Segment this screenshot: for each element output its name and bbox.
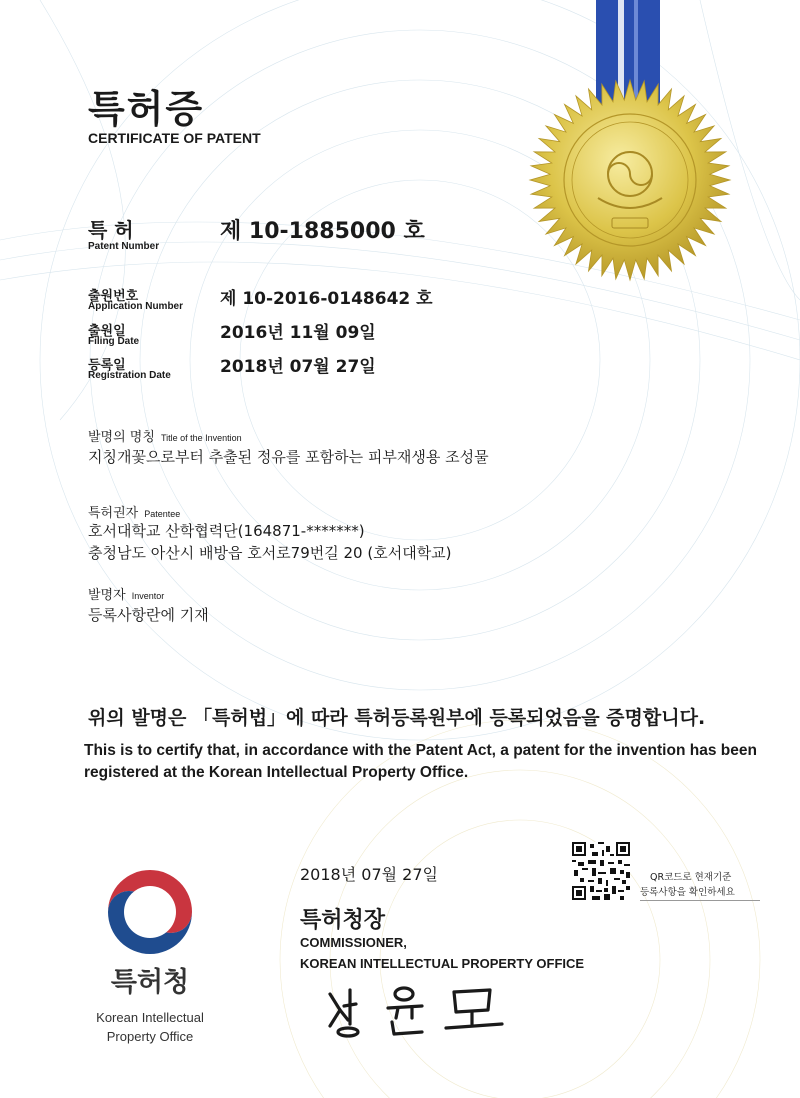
registration-date-label-en: Registration Date — [88, 370, 171, 381]
qr-note — [640, 870, 735, 900]
registration-date-label: 등록일 — [88, 358, 126, 373]
qr-code-icon[interactable] — [572, 842, 630, 900]
kipo-name-en-line2: Property Office — [106, 1029, 194, 1044]
inventor-value: 등록사항란에 기재 — [88, 606, 209, 624]
filing-date-label-en: Filing Date — [88, 336, 140, 347]
certification-statement-ko: 위의 발명은 「특허법」에 따라 특허등록원부에 등록되었음을 증명합니다. — [88, 707, 706, 729]
patentee-heading — [88, 502, 180, 521]
invention-title-label: 발명의 명칭 — [88, 430, 155, 445]
application-number-label-en: Application Number — [88, 301, 184, 312]
commissioner-title-en-line2: KOREAN INTELLECTUAL PROPERTY OFFICE — [300, 956, 585, 971]
patentee-label: 특허권자 — [88, 506, 139, 521]
kipo-taegeuk-logo-icon — [100, 862, 200, 962]
commissioner-signature — [322, 980, 522, 1040]
patentee-name: 호서대학교 산학협력단(164871-*******) — [88, 522, 365, 540]
qr-note-line2: 등록사항을 확인하세요 — [640, 887, 735, 898]
invention-title-value: 지칭개꽃으로부터 추출된 정유를 포함하는 피부재생용 조성물 — [88, 448, 489, 466]
invention-title-heading — [88, 426, 242, 445]
registration-date-value: 2018년 07월 27일 — [220, 357, 376, 377]
qr-note-divider — [640, 900, 760, 901]
filing-date-label: 출원일 — [88, 324, 126, 339]
patent-number-value: 제 10-1885000 호 — [220, 219, 425, 244]
inventor-label-en: Inventor — [131, 591, 165, 601]
patent-number-label: 특 허 — [88, 218, 134, 242]
inventor-label: 발명자 — [88, 588, 126, 603]
patent-number-label-en: Patent Number — [88, 241, 160, 252]
commissioner-title-en-line1: COMMISSIONER, — [300, 935, 407, 950]
application-number-label: 출원번호 — [88, 289, 139, 304]
patentee-address: 충청남도 아산시 배방읍 호서로79번길 20 (호서대학교) — [88, 544, 452, 562]
inventor-heading — [88, 584, 164, 603]
filing-date-value: 2016년 11월 09일 — [220, 323, 376, 343]
certificate-title: 특허증 — [88, 87, 205, 131]
patentee-label-en: Patentee — [144, 509, 181, 519]
kipo-name-ko: 특허청 — [110, 967, 190, 998]
certification-statement-en: This is to certify that, in accordance with the Patent Act, a patent for the invention has been registered at the Korean Intellectual Property Office. — [84, 742, 757, 781]
qr-note-line1: QR코드로 현재기준 — [650, 872, 732, 883]
issue-date: 2018년 07월 27일 — [300, 865, 438, 884]
gold-seal-emblem — [528, 78, 732, 282]
application-number-value: 제 10-2016-0148642 호 — [220, 289, 433, 309]
kipo-name-en-line1: Korean Intellectual — [96, 1010, 204, 1025]
certificate-title-en: CERTIFICATE OF PATENT — [88, 130, 261, 146]
invention-title-label-en: Title of the Invention — [160, 433, 242, 443]
commissioner-title-ko: 특허청장 — [300, 908, 386, 933]
